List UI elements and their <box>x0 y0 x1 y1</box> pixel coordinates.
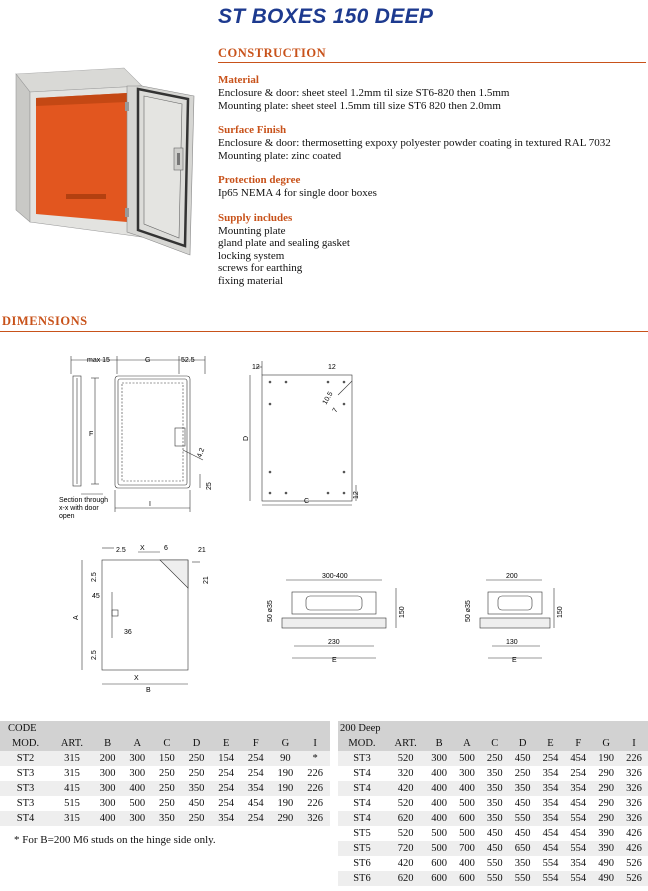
table-cell: 420 <box>386 781 425 796</box>
table-cell: 426 <box>620 841 648 856</box>
table-cell: 350 <box>182 781 212 796</box>
dim-2-5-a: 2.5 <box>116 547 126 554</box>
table-cell: 300 <box>453 766 481 781</box>
table-cell: 350 <box>152 811 182 826</box>
dim-150-a: 150 <box>399 606 406 618</box>
table-cell: 400 <box>122 781 152 796</box>
column-header: B <box>425 736 453 751</box>
table-cell: 354 <box>537 811 565 826</box>
dim-21-b: 21 <box>203 576 210 584</box>
table-cell: 300 <box>425 751 453 766</box>
table-cell: 326 <box>300 811 330 826</box>
table-cell: 515 <box>51 796 93 811</box>
table-cell: 150 <box>152 751 182 766</box>
table-cell: 454 <box>564 826 592 841</box>
table-cell: 550 <box>481 856 509 871</box>
protection-line-1: Ip65 NEMA 4 for single door boxes <box>218 187 377 199</box>
table-cell: * <box>300 751 330 766</box>
table-cell: 350 <box>481 766 509 781</box>
table-cell: 526 <box>620 856 648 871</box>
table-cell: 450 <box>509 751 537 766</box>
table-cell: 200 <box>93 751 123 766</box>
table-cell: 300 <box>122 811 152 826</box>
table-row <box>338 841 648 856</box>
table-cell: 350 <box>481 781 509 796</box>
table-cell: 290 <box>592 811 620 826</box>
surface-line-2: Mounting plate: zinc coated <box>218 149 342 162</box>
table-cell: 350 <box>481 796 509 811</box>
table-cell: 554 <box>537 856 565 871</box>
dim-12-c: 12 <box>353 491 360 499</box>
table-cell: 254 <box>211 766 241 781</box>
table-cell: ST3 <box>0 766 51 781</box>
table-cell: 250 <box>182 766 212 781</box>
table-cell: 350 <box>509 781 537 796</box>
column-header: MOD. <box>0 736 51 751</box>
table-row <box>338 766 648 781</box>
dim-130: 130 <box>506 639 518 646</box>
table-cell: 90 <box>271 751 301 766</box>
table-row <box>0 796 330 811</box>
table-cell: 520 <box>386 826 425 841</box>
column-header: A <box>453 736 481 751</box>
dim-X-1: X <box>140 545 145 552</box>
table-cell: 450 <box>481 826 509 841</box>
table-cell: 226 <box>620 751 648 766</box>
table-cell: 554 <box>537 871 565 886</box>
column-header: B <box>93 736 123 751</box>
table-cell: 620 <box>386 811 425 826</box>
flange-view-drawing <box>60 538 220 698</box>
column-header: D <box>509 736 537 751</box>
dim-E-a: E <box>332 657 337 664</box>
table-cell: 350 <box>481 811 509 826</box>
table-cell: 250 <box>509 766 537 781</box>
dim-7: 7 <box>331 407 340 414</box>
table-cell: 254 <box>564 766 592 781</box>
table-cell: 354 <box>564 781 592 796</box>
table-cell: 620 <box>386 871 425 886</box>
table-cell: 554 <box>564 871 592 886</box>
table-cell: ST4 <box>338 796 386 811</box>
table-cell: ST4 <box>338 766 386 781</box>
table-cell: ST2 <box>0 751 51 766</box>
dim-E-b: E <box>512 657 517 664</box>
table-row <box>0 781 330 796</box>
mounting-plate-drawing <box>236 355 376 520</box>
table-cell: ST6 <box>338 871 386 886</box>
table-row <box>338 811 648 826</box>
table-cell: 226 <box>300 781 330 796</box>
dim-max15: max 15 <box>87 357 110 364</box>
table-cell: 326 <box>620 796 648 811</box>
section-note-1: Section through <box>59 497 109 504</box>
table-cell: 426 <box>620 826 648 841</box>
table-cell: 354 <box>537 766 565 781</box>
construction-body <box>218 74 646 287</box>
table-cell: 554 <box>564 841 592 856</box>
table-cell: 190 <box>271 796 301 811</box>
page-title: ST BOXES 150 DEEP <box>218 5 434 28</box>
dim-B: B <box>146 687 151 694</box>
construction-rule <box>218 62 646 63</box>
dim-D: D <box>243 435 250 441</box>
table-row <box>338 871 648 886</box>
table-cell: 250 <box>182 751 212 766</box>
column-header: MOD. <box>338 736 386 751</box>
table-cell: 315 <box>51 811 93 826</box>
table-cell: 520 <box>386 751 425 766</box>
code-header: CODE <box>0 721 93 736</box>
table-row <box>338 856 648 871</box>
table-cell: 354 <box>211 811 241 826</box>
table-cell: 400 <box>425 766 453 781</box>
supply-line-3: locking system <box>218 249 285 262</box>
table-cell: 454 <box>537 826 565 841</box>
table-cell: 350 <box>509 856 537 871</box>
dim-F: F <box>89 431 94 438</box>
table-cell: 600 <box>425 856 453 871</box>
table-cell: 500 <box>425 826 453 841</box>
dimensions-table-200 <box>338 721 648 886</box>
table-cell: 290 <box>592 766 620 781</box>
table-cell: 400 <box>93 811 123 826</box>
column-header: C <box>152 736 182 751</box>
dim-12-b: 12 <box>328 364 336 371</box>
column-header: F <box>564 736 592 751</box>
column-header: C <box>481 736 509 751</box>
table-cell: 700 <box>453 841 481 856</box>
column-header: E <box>537 736 565 751</box>
table-cell: 290 <box>592 796 620 811</box>
table-cell: 400 <box>425 796 453 811</box>
column-header: E <box>211 736 241 751</box>
table-cell: 354 <box>537 796 565 811</box>
supply-line-1: Mounting plate <box>218 224 286 237</box>
gland-plate-small-drawing <box>460 568 570 668</box>
dim-2-5-c: 2.5 <box>91 650 98 660</box>
table-cell: 326 <box>620 781 648 796</box>
dim-I: I <box>149 501 151 508</box>
dim-150-b: 150 <box>557 606 564 618</box>
table-cell: 254 <box>211 781 241 796</box>
table-cell: 190 <box>592 751 620 766</box>
column-header: F <box>241 736 271 751</box>
table-cell: 600 <box>425 871 453 886</box>
table-cell: 400 <box>453 781 481 796</box>
table-cell: 490 <box>592 871 620 886</box>
table-cell: 500 <box>122 796 152 811</box>
table-cell: ST6 <box>338 856 386 871</box>
table-cell: 600 <box>453 871 481 886</box>
supply-line-5: fixing material <box>218 274 284 287</box>
table-row <box>338 751 648 766</box>
table-cell: 250 <box>152 781 182 796</box>
table-cell: 454 <box>537 841 565 856</box>
column-header: I <box>620 736 648 751</box>
table-cell: 250 <box>182 811 212 826</box>
table-cell: 300 <box>93 766 123 781</box>
dim-2-5-b: 2.5 <box>91 572 98 582</box>
material-line-2: Mounting plate: sheet steel 1.5mm till size ST6 820 then 2.0mm <box>218 99 501 112</box>
table-row <box>0 811 330 826</box>
table-cell: 600 <box>453 811 481 826</box>
deep-200-header: 200 Deep <box>338 721 453 736</box>
table-cell: 450 <box>182 796 212 811</box>
table-cell: 254 <box>241 751 271 766</box>
table-cell: 320 <box>386 766 425 781</box>
dim-G: G <box>145 357 151 364</box>
table-row <box>338 781 648 796</box>
column-header: ART. <box>51 736 93 751</box>
table-cell: 550 <box>509 871 537 886</box>
table-cell: 190 <box>271 766 301 781</box>
dim-12-a: 12 <box>252 364 260 371</box>
column-header: A <box>122 736 152 751</box>
protection-label: Protection degree <box>218 174 301 186</box>
table-cell: 400 <box>453 856 481 871</box>
dim-52-5: 52.5 <box>181 357 195 364</box>
table-cell: 326 <box>620 811 648 826</box>
supply-line-2: gland plate and sealing gasket <box>218 237 350 249</box>
dimensions-heading: DIMENSIONS <box>2 314 88 328</box>
table-cell: 254 <box>211 796 241 811</box>
column-header: G <box>592 736 620 751</box>
table-cell: 490 <box>592 856 620 871</box>
surface-line-1: Enclosure & door: thermosetting expoxy polyester powder coating in textured RAL 7032 <box>218 137 611 149</box>
table-cell: 550 <box>509 811 537 826</box>
table-cell: 500 <box>425 841 453 856</box>
table-cell: 390 <box>592 841 620 856</box>
table-cell: 400 <box>425 811 453 826</box>
table-row <box>338 826 648 841</box>
dimensions-rule <box>0 331 648 332</box>
table-cell: 300 <box>122 751 152 766</box>
dimensions-table-150 <box>0 721 330 826</box>
table-cell: 254 <box>241 811 271 826</box>
table-cell: ST4 <box>338 781 386 796</box>
material-label: Material <box>218 74 259 86</box>
surface-label: Surface Finish <box>218 124 287 136</box>
section-note-2: x-x with door <box>59 505 99 512</box>
table-cell: 250 <box>152 766 182 781</box>
table-cell: 390 <box>592 826 620 841</box>
section-note-3: open <box>59 513 75 520</box>
construction-heading: CONSTRUCTION <box>218 46 327 60</box>
table-cell: 290 <box>271 811 301 826</box>
dim-36: 36 <box>124 629 132 636</box>
table-row <box>338 796 648 811</box>
dim-300-400: 300-400 <box>322 573 348 580</box>
table-cell: 354 <box>537 781 565 796</box>
table-cell: 500 <box>453 826 481 841</box>
table-cell: 450 <box>509 796 537 811</box>
table-cell: 154 <box>211 751 241 766</box>
table-cell: 500 <box>453 751 481 766</box>
dim-21-a: 21 <box>198 547 206 554</box>
table-cell: 226 <box>300 766 330 781</box>
dim-C: C <box>304 498 310 505</box>
dim-A: A <box>73 615 80 620</box>
column-header: I <box>300 736 330 751</box>
table-cell: 415 <box>51 781 93 796</box>
table-cell: 650 <box>509 841 537 856</box>
table-cell: 250 <box>152 796 182 811</box>
table-cell: 315 <box>51 751 93 766</box>
table-cell: 520 <box>386 796 425 811</box>
table-cell: 454 <box>564 796 592 811</box>
dim-6: 6 <box>164 545 168 552</box>
dim-4-2: 4.2 <box>196 447 207 459</box>
table-cell: 400 <box>425 781 453 796</box>
table-cell: 720 <box>386 841 425 856</box>
table-cell: ST3 <box>0 781 51 796</box>
table-cell: 554 <box>564 811 592 826</box>
table-cell: 454 <box>564 751 592 766</box>
table-row <box>0 751 330 766</box>
table-cell: ST3 <box>338 751 386 766</box>
dim-50-35-a: 50 ø35 <box>267 600 274 622</box>
table-cell: 250 <box>481 751 509 766</box>
table-cell: 226 <box>300 796 330 811</box>
table-cell: 354 <box>564 856 592 871</box>
dim-10-5: 10.5 <box>321 390 335 406</box>
table-cell: ST5 <box>338 826 386 841</box>
column-header: ART. <box>386 736 425 751</box>
table-cell: 550 <box>481 871 509 886</box>
table-cell: 500 <box>453 796 481 811</box>
table-cell: 450 <box>481 841 509 856</box>
table-cell: 290 <box>592 781 620 796</box>
material-line-1: Enclosure & door: sheet steel 1.2mm til size ST6-820 then 1.5mm <box>218 87 510 99</box>
table-cell: ST4 <box>338 811 386 826</box>
gland-plate-large-drawing <box>262 568 412 668</box>
dim-230: 230 <box>328 639 340 646</box>
dim-45: 45 <box>92 593 100 600</box>
table-cell: 450 <box>509 826 537 841</box>
table-cell: ST3 <box>0 796 51 811</box>
table-cell: 300 <box>93 796 123 811</box>
dim-X-2: X <box>134 675 139 682</box>
enclosure-photo <box>6 62 212 257</box>
dim-50-35-b: 50 ø35 <box>465 600 472 622</box>
column-header: G <box>271 736 301 751</box>
table-cell: 300 <box>122 766 152 781</box>
table-cell: ST4 <box>0 811 51 826</box>
supply-label: Supply includes <box>218 211 293 224</box>
dim-200: 200 <box>506 573 518 580</box>
table-footnote: * For B=200 M6 studs on the hinge side only. <box>14 834 216 846</box>
table-cell: 254 <box>241 766 271 781</box>
table-cell: 526 <box>620 871 648 886</box>
table-cell: 454 <box>241 796 271 811</box>
table-row <box>0 766 330 781</box>
supply-line-4: screws for earthing <box>218 262 303 274</box>
table-cell: ST5 <box>338 841 386 856</box>
table-cell: 326 <box>620 766 648 781</box>
table-cell: 190 <box>271 781 301 796</box>
table-cell: 254 <box>537 751 565 766</box>
table-cell: 354 <box>241 781 271 796</box>
table-cell: 315 <box>51 766 93 781</box>
front-view-drawing <box>55 350 225 525</box>
table-cell: 300 <box>93 781 123 796</box>
column-header: D <box>182 736 212 751</box>
table-cell: 420 <box>386 856 425 871</box>
dim-25: 25 <box>206 482 213 490</box>
